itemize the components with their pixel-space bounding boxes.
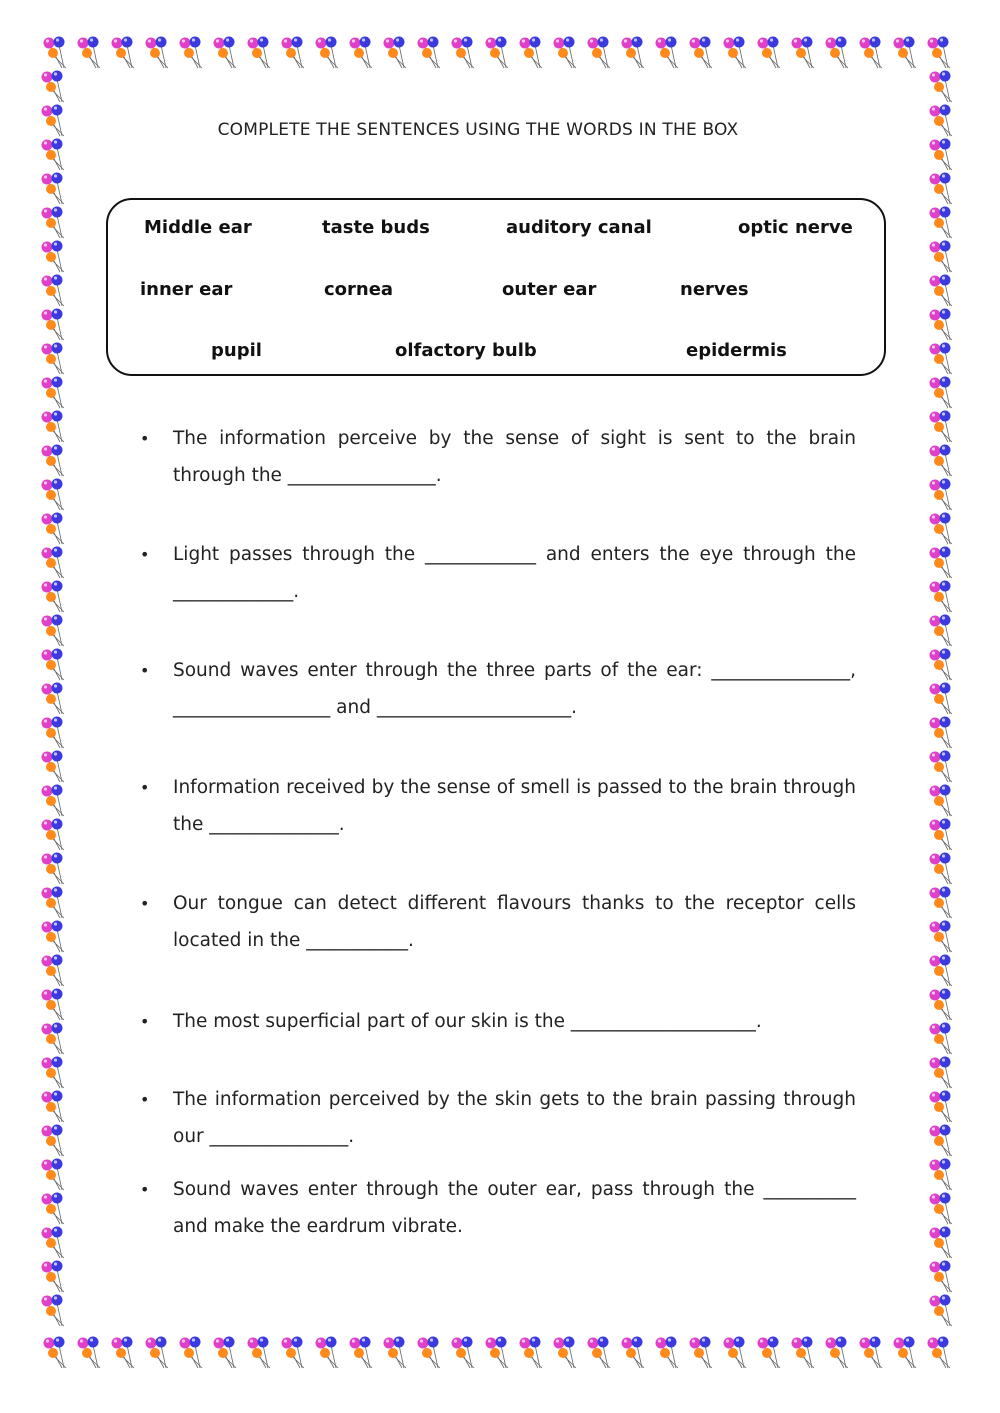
balloons-icon [486,1337,509,1369]
balloons-icon [42,785,65,817]
balloons-icon [42,1125,65,1157]
balloons-icon [350,1337,373,1369]
balloons-icon [930,1295,953,1327]
balloons-icon [930,241,953,273]
balloons-icon [42,921,65,953]
bullet: • [140,1180,150,1199]
balloons-icon [826,37,849,69]
word-cornea: cornea [324,279,394,300]
balloons-icon [930,717,953,749]
word-taste-buds: taste buds [322,217,430,238]
balloons-icon [112,1337,135,1369]
balloons-icon [588,37,611,69]
balloons-icon [930,819,953,851]
balloons-icon [930,1023,953,1055]
balloons-icon [214,37,237,69]
balloons-icon [930,173,953,205]
balloons-icon [520,1337,543,1369]
balloons-icon [42,139,65,171]
balloons-icon [690,1337,713,1369]
word-box [106,198,886,376]
balloons-icon [146,37,169,69]
balloons-icon [930,1091,953,1123]
word-optic-nerve: optic nerve [738,217,853,238]
balloons-icon [930,309,953,341]
word-inner-ear: inner ear [140,279,233,300]
balloons-icon [418,37,441,69]
bullet: • [140,545,150,564]
balloons-icon [384,1337,407,1369]
balloons-icon [930,445,953,477]
sentence-text: The information perceive by the sense of sight is sent to the brain through the ________________. [173,428,856,486]
balloons-icon [930,411,953,443]
bullet: • [140,429,150,448]
balloons-icon [930,343,953,375]
balloons-icon [248,1337,271,1369]
balloons-icon [930,955,953,987]
balloons-icon [930,207,953,239]
balloons-icon [42,309,65,341]
balloons-icon [930,751,953,783]
balloons-icon [42,275,65,307]
bullet: • [140,778,150,797]
balloons-icon [930,887,953,919]
balloons-icon [452,1337,475,1369]
balloons-icon [146,1337,169,1369]
balloons-icon [316,37,339,69]
balloons-icon [758,37,781,69]
balloons-icon [930,649,953,681]
bullet: • [140,1012,150,1031]
balloons-icon [860,1337,883,1369]
sentence-text: Our tongue can detect different flavours thanks to the receptor cells located in the ___________. [173,893,856,951]
balloons-icon [418,1337,441,1369]
balloons-icon [656,37,679,69]
word-middle-ear: Middle ear [144,217,252,238]
balloons-icon [180,37,203,69]
balloons-icon [930,853,953,885]
balloons-icon [42,683,65,715]
balloons-icon [42,1227,65,1259]
balloons-icon [42,1261,65,1293]
balloons-icon [930,139,953,171]
sentence-text: Information received by the sense of smell is passed to the brain through the ______________. [173,777,856,835]
balloons-icon [930,479,953,511]
balloons-icon [860,37,883,69]
balloons-icon [930,1261,953,1293]
balloons-icon [930,1057,953,1089]
balloons-icon [78,37,101,69]
balloons-icon [930,377,953,409]
balloons-icon [930,921,953,953]
balloons-icon [928,37,951,69]
balloons-icon [42,1057,65,1089]
bullet: • [140,894,150,913]
balloons-icon [554,1337,577,1369]
balloons-icon [894,1337,917,1369]
balloons-icon [112,37,135,69]
balloons-icon [42,989,65,1021]
balloons-icon [930,547,953,579]
balloons-icon [78,1337,101,1369]
balloons-icon [622,37,645,69]
balloons-icon [282,1337,305,1369]
balloons-icon [42,71,65,103]
sentence-text: Light passes through the ____________ and enters the eye through the _____________. [173,544,856,602]
balloons-icon [42,1159,65,1191]
balloons-icon [42,479,65,511]
balloons-icon [42,241,65,273]
balloons-icon [42,581,65,613]
balloons-icon [554,37,577,69]
balloons-icon [930,1193,953,1225]
balloons-icon [930,1125,953,1157]
balloons-icon [792,37,815,69]
balloons-icon [452,37,475,69]
balloons-icon [42,513,65,545]
balloons-icon [42,955,65,987]
balloons-icon [42,819,65,851]
balloons-icon [42,1091,65,1123]
balloons-icon [248,37,271,69]
balloons-icon [930,1227,953,1259]
balloons-icon [724,37,747,69]
balloons-icon [384,37,407,69]
balloons-icon [486,37,509,69]
sentence-text: Sound waves enter through the outer ear, pass through the __________ and make the eardrum vibrate. [173,1179,856,1237]
sentence-text: The most superficial part of our skin is the ____________________. [173,1011,762,1032]
balloons-icon [350,37,373,69]
balloons-icon [316,1337,339,1369]
balloons-icon [42,649,65,681]
balloons-icon [930,71,953,103]
balloons-icon [894,37,917,69]
balloons-icon [930,275,953,307]
balloons-icon [690,37,713,69]
balloons-icon [724,1337,747,1369]
balloons-icon [42,751,65,783]
balloons-icon [930,683,953,715]
balloons-icon [826,1337,849,1369]
balloons-icon [44,37,67,69]
balloons-icon [520,37,543,69]
word-auditory-canal: auditory canal [506,217,652,238]
balloons-icon [42,411,65,443]
balloons-icon [44,1337,67,1369]
sentence-text: Sound waves enter through the three parts of the ear: _______________, _________________ and _____________________. [173,660,856,718]
balloons-icon [42,207,65,239]
balloons-icon [42,377,65,409]
word-pupil: pupil [211,340,262,361]
balloons-icon [282,37,305,69]
balloons-icon [930,1159,953,1191]
sentence-text: The information perceived by the skin gets to the brain passing through our _______________. [173,1089,856,1147]
page-title: COMPLETE THE SENTENCES USING THE WORDS IN THE BOX [217,120,739,140]
balloons-icon [42,1193,65,1225]
balloons-icon [42,343,65,375]
balloons-icon [930,581,953,613]
balloons-icon [42,853,65,885]
balloons-icon [180,1337,203,1369]
balloons-icon [792,1337,815,1369]
word-outer-ear: outer ear [502,279,597,300]
balloons-icon [42,173,65,205]
balloons-icon [930,989,953,1021]
balloons-icon [758,1337,781,1369]
word-epidermis: epidermis [686,340,787,361]
bullet: • [140,1090,150,1109]
balloons-icon [42,445,65,477]
balloons-icon [42,1023,65,1055]
balloons-icon [42,547,65,579]
balloons-icon [42,887,65,919]
bullet: • [140,661,150,680]
word-nerves: nerves [680,279,749,300]
balloons-icon [622,1337,645,1369]
balloons-icon [930,785,953,817]
balloons-icon [42,1295,65,1327]
balloons-icon [214,1337,237,1369]
balloons-icon [930,513,953,545]
word-olfactory-bulb: olfactory bulb [395,340,537,361]
balloons-icon [42,615,65,647]
balloons-icon [928,1337,951,1369]
balloons-icon [42,717,65,749]
balloons-icon [930,615,953,647]
balloons-icon [656,1337,679,1369]
balloons-icon [588,1337,611,1369]
